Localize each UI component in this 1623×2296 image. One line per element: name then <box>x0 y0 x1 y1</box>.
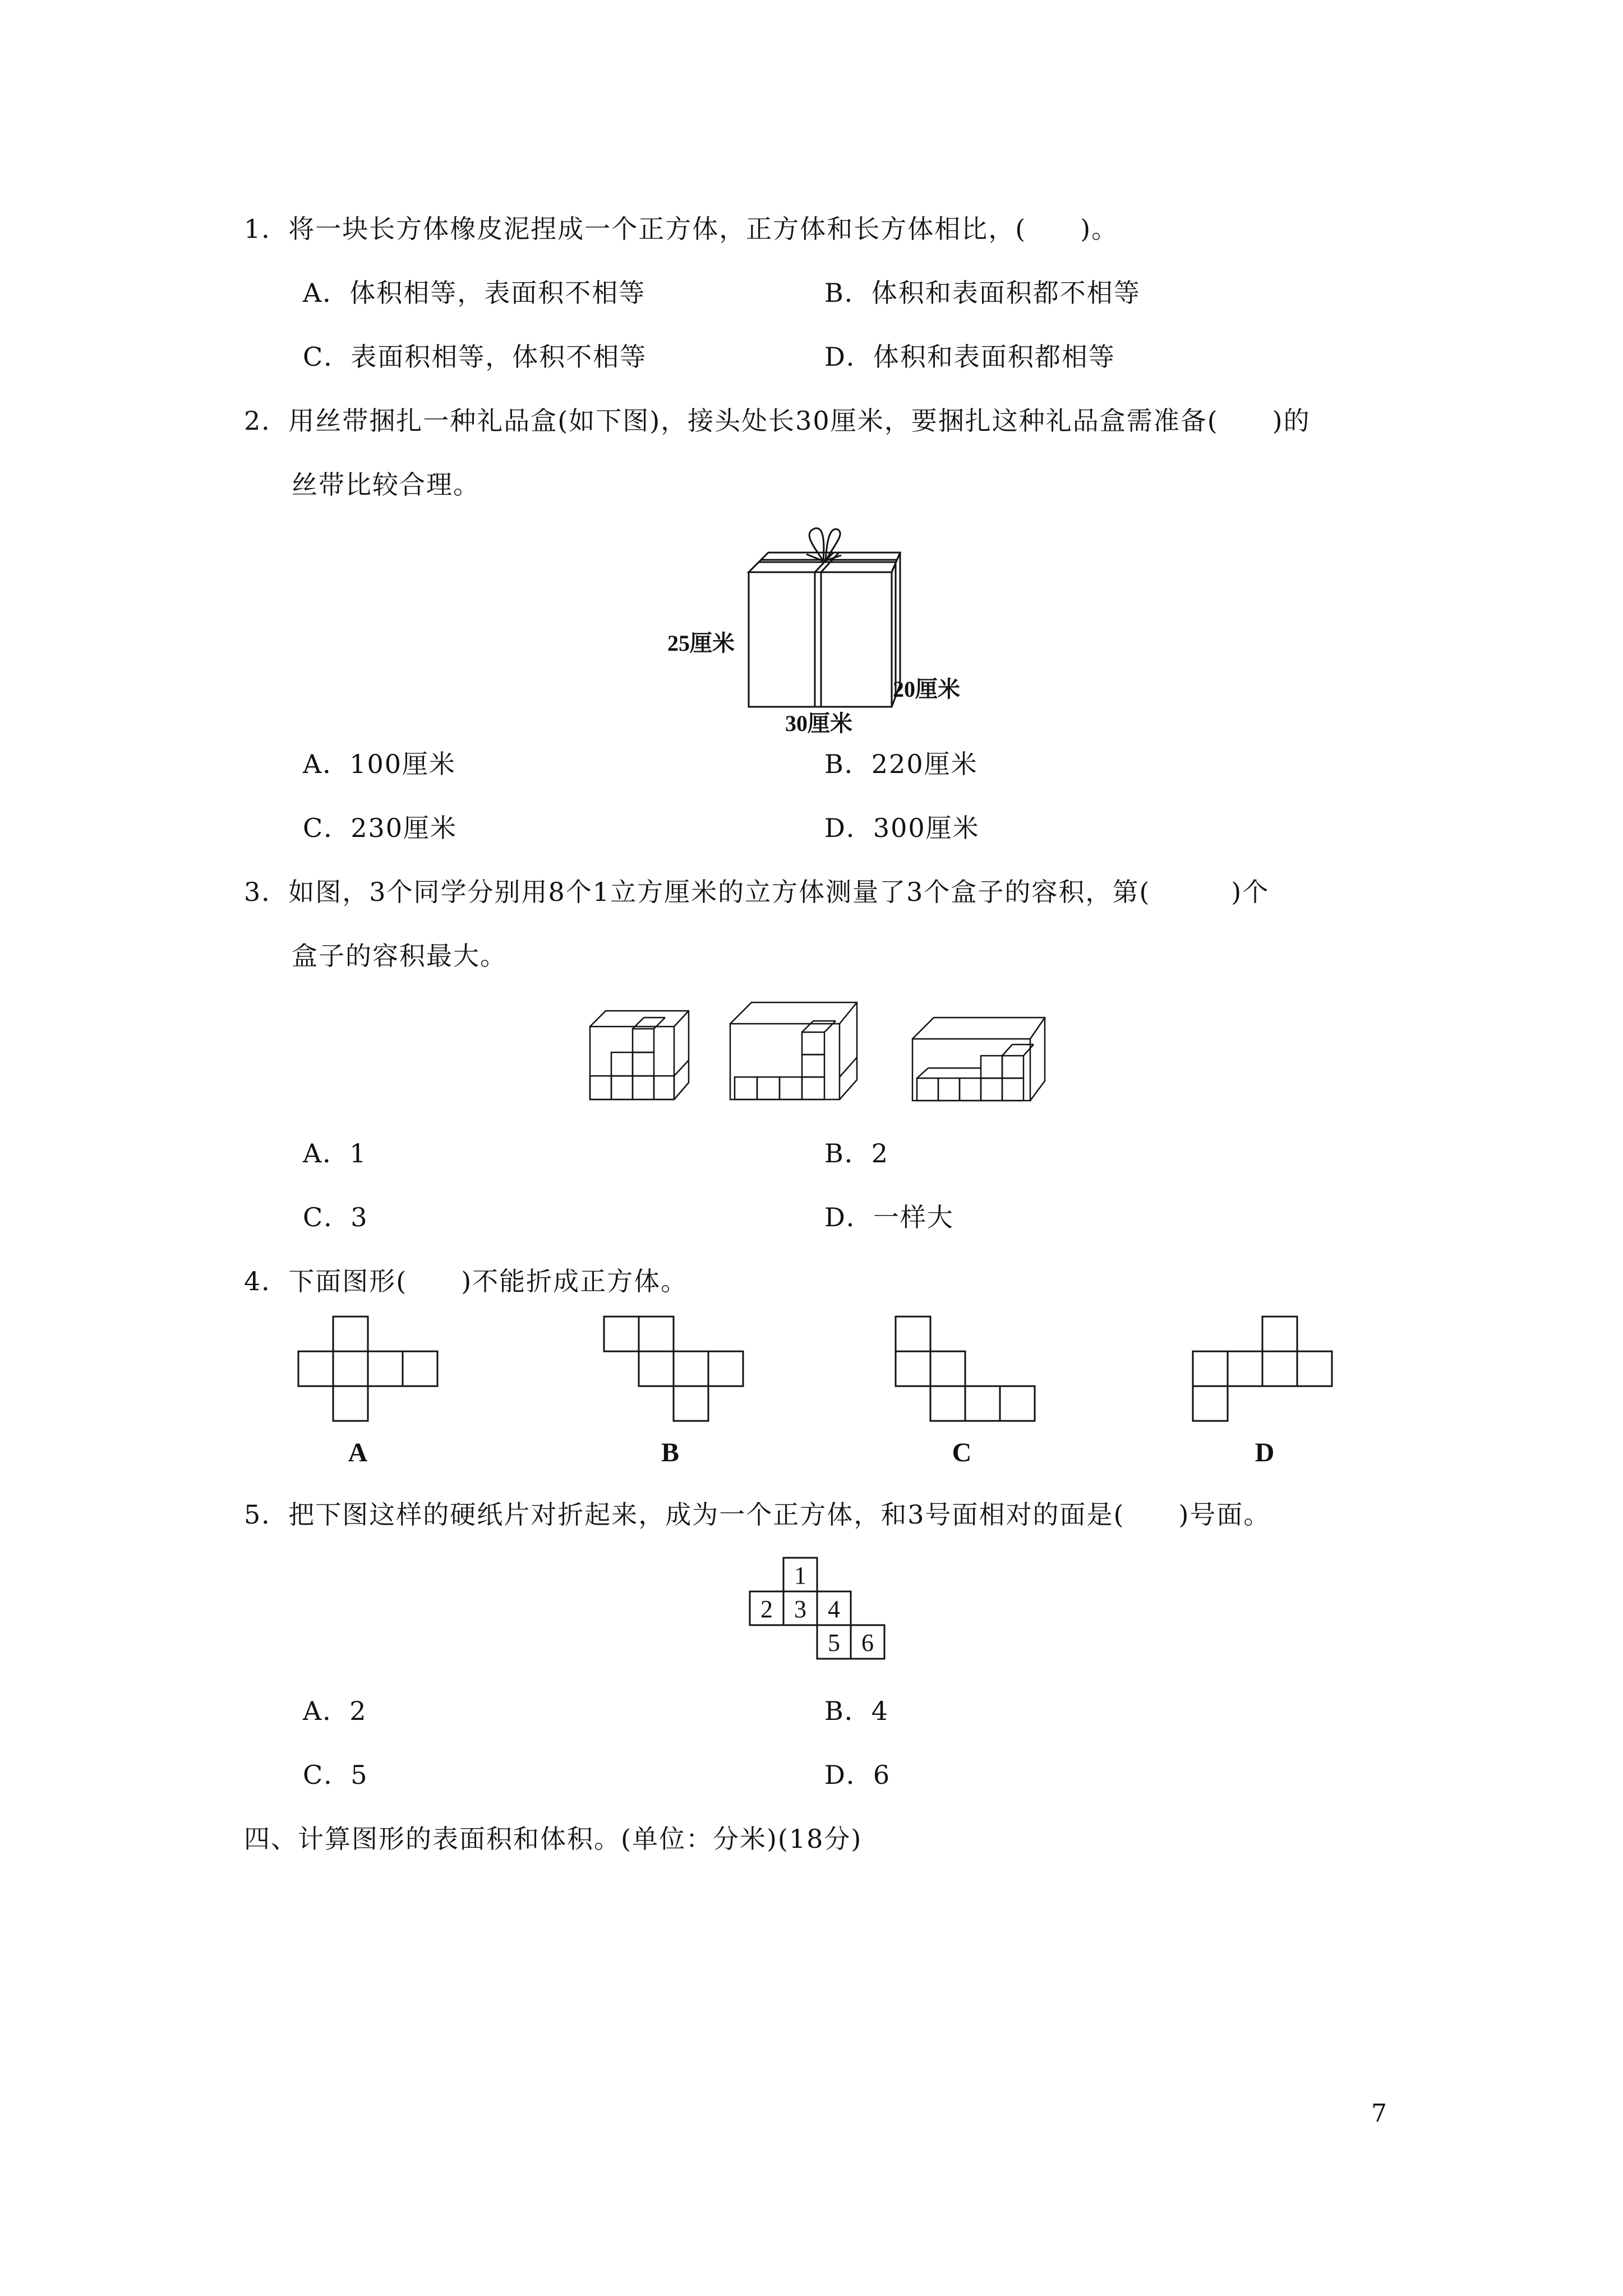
numbered-net-figure <box>749 1557 889 1669</box>
q3-option-b: B．2 <box>824 1138 889 1168</box>
net-figure-d <box>1192 1315 1343 1473</box>
face-6-label: 6 <box>861 1629 874 1657</box>
gift-box-figure <box>656 522 970 736</box>
q4-stem: 4．下面图形( )不能折成正方体。 <box>244 1266 688 1296</box>
q3-stem: 3．如图，3个同学分别用8个1立方厘米的立方体测量了3个盒子的容积，第( )个 <box>244 877 1270 907</box>
q3-option-d: D．一样大 <box>824 1202 954 1232</box>
q2-option-a: A．100厘米 <box>303 749 457 779</box>
face-4-label: 4 <box>828 1595 840 1623</box>
q2-stem: 2．用丝带捆扎一种礼品盒(如下图)，接头处长30厘米，要捆扎这种礼品盒需准备( )的 <box>244 406 1311 436</box>
net-label-c: C <box>952 1438 972 1467</box>
net-label-a: A <box>348 1438 368 1467</box>
q3-option-c: C．3 <box>303 1202 368 1232</box>
box-figure-3 <box>911 1016 1046 1106</box>
q1-option-b: B．体积和表面积都不相等 <box>824 278 1141 308</box>
net-figure-a <box>297 1315 443 1473</box>
q5-option-d: D．6 <box>824 1760 891 1790</box>
net-figure-c <box>895 1315 1046 1473</box>
face-3-label: 3 <box>794 1595 806 1623</box>
gift-box-length-label: 30厘米 <box>785 711 852 736</box>
face-1-label: 1 <box>794 1562 806 1589</box>
net-figure-b <box>603 1315 754 1473</box>
net-label-d: D <box>1255 1438 1275 1467</box>
q1-option-c: C．表面积相等，体积不相等 <box>303 342 647 372</box>
q5-option-c: C．5 <box>303 1760 368 1790</box>
q5-option-a: A．2 <box>303 1696 367 1726</box>
q2-stem-continued: 丝带比较合理。 <box>292 470 480 500</box>
gift-box-width-label: 20厘米 <box>893 677 960 702</box>
q2-option-c: C．230厘米 <box>303 813 457 843</box>
q1-option-d: D．体积和表面积都相等 <box>824 342 1115 372</box>
q1-stem: 1．将一块长方体橡皮泥捏成一个正方体，正方体和长方体相比，( )。 <box>244 214 1119 244</box>
q3-option-a: A．1 <box>303 1138 367 1168</box>
q3-stem-continued: 盒子的容积最大。 <box>292 941 507 971</box>
face-2-label: 2 <box>760 1595 773 1623</box>
face-5-label: 5 <box>828 1629 840 1657</box>
section-4-heading: 四、计算图形的表面积和体积。(单位：分米)(18分) <box>244 1824 863 1854</box>
q5-option-b: B．4 <box>824 1696 889 1726</box>
box-figure-1 <box>589 1010 690 1105</box>
net-label-b: B <box>661 1438 680 1467</box>
q2-option-d: D．300厘米 <box>824 813 980 843</box>
gift-box-height-label: 25厘米 <box>667 631 735 656</box>
q2-option-b: B．220厘米 <box>824 749 978 779</box>
q1-option-a: A．体积相等，表面积不相等 <box>303 278 646 308</box>
q5-stem: 5．把下图这样的硬纸片对折起来，成为一个正方体，和3号面相对的面是( )号面。 <box>244 1499 1271 1530</box>
page-number: 7 <box>1371 2099 1387 2128</box>
box-figure-2 <box>729 1001 858 1105</box>
